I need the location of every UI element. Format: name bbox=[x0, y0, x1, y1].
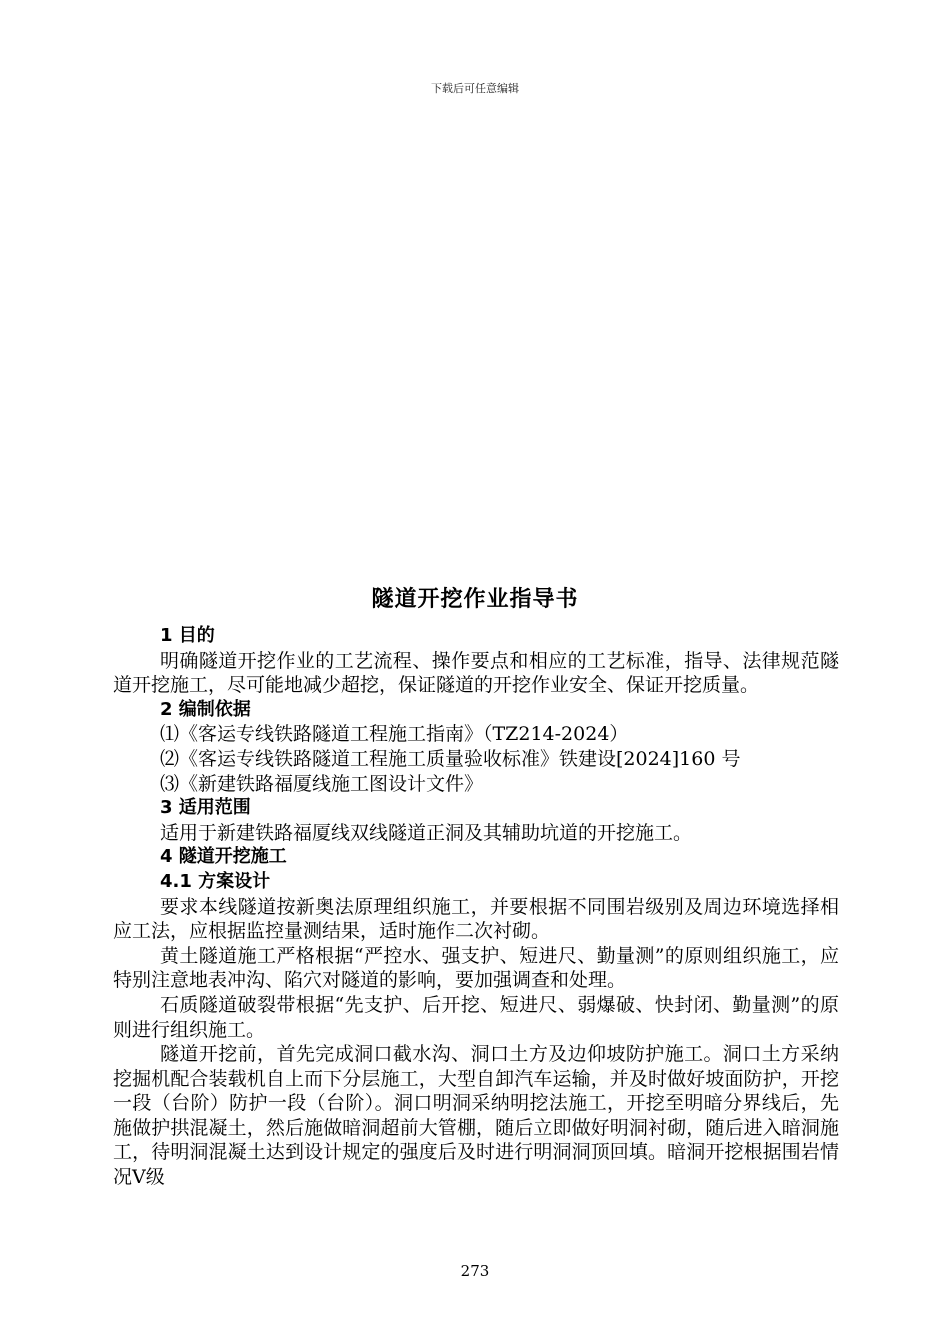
document-title: 隧道开挖作业指导书 bbox=[371, 587, 579, 612]
section-3-heading: 3 适用范围 bbox=[160, 797, 251, 819]
reference-item: ⑴《客运专线铁路隧道工程施工指南》（TZ214-2024） bbox=[160, 723, 629, 746]
section-4-1-paragraph: 要求本线隧道按新奥法原理组织施工，并要根据不同围岩级别及周边环境选择相应工法，应根据监控量测结果，适时施作二次衬砌。 bbox=[113, 895, 839, 943]
document-body bbox=[113, 624, 839, 1190]
section-4-1-heading: 4.1 方案设计 bbox=[160, 870, 271, 892]
section-1-heading: 1 目的 bbox=[160, 625, 215, 646]
page-header-note: 下载后可任意编辑 bbox=[431, 82, 519, 95]
reference-item: ⑵《客运专线铁路隧道工程施工质量验收标准》铁建设[2024]160 号 bbox=[160, 747, 741, 770]
reference-item: ⑶《新建铁路福厦线施工图设计文件》 bbox=[160, 772, 484, 795]
section-4-heading: 4 隧道开挖施工 bbox=[160, 846, 287, 868]
section-4-1-paragraph: 隧道开挖前，首先完成洞口截水沟、洞口土方及边仰坡防护施工。洞口土方采纳挖掘机配合装载机自上而下分层施工，大型自卸汽车运输，并及时做好坡面防护，开挖一段（台阶）防护一段（台阶）。洞口明洞采纳明挖法施工，开挖至明暗分界线后，先施做护拱混凝土，然后施做暗洞超前大管棚，随后立即做好明洞衬砌，随后进入暗洞施工，待明洞混凝土达到设计规定的强度后及时进行明洞洞顶回填。暗洞开挖根据围岩情况Ⅴ级 bbox=[113, 1043, 839, 1189]
section-4-1-paragraph: 石质隧道破裂带根据“先支护、后开挖、短进尺、弱爆破、快封闭、勤量测”的原则进行组织施工。 bbox=[113, 993, 839, 1041]
section-2-heading: 2 编制依据 bbox=[160, 698, 251, 720]
section-1-paragraph: 明确隧道开挖作业的工艺流程、操作要点和相应的工艺标准，指导、法律规范隧道开挖施工，尽可能地减少超挖，保证隧道的开挖作业安全、保证开挖质量。 bbox=[113, 649, 839, 697]
page-number: 273 bbox=[460, 1262, 490, 1280]
section-4-1-paragraph: 黄土隧道施工严格根据“严控水、强支护、短进尺、勤量测”的原则组织施工，应特别注意地表冲沟、陷穴对隧道的影响，要加强调查和处理。 bbox=[113, 944, 839, 992]
section-3-paragraph: 适用于新建铁路福厦线双线隧道正洞及其辅助坑道的开挖施工。 bbox=[160, 821, 693, 844]
